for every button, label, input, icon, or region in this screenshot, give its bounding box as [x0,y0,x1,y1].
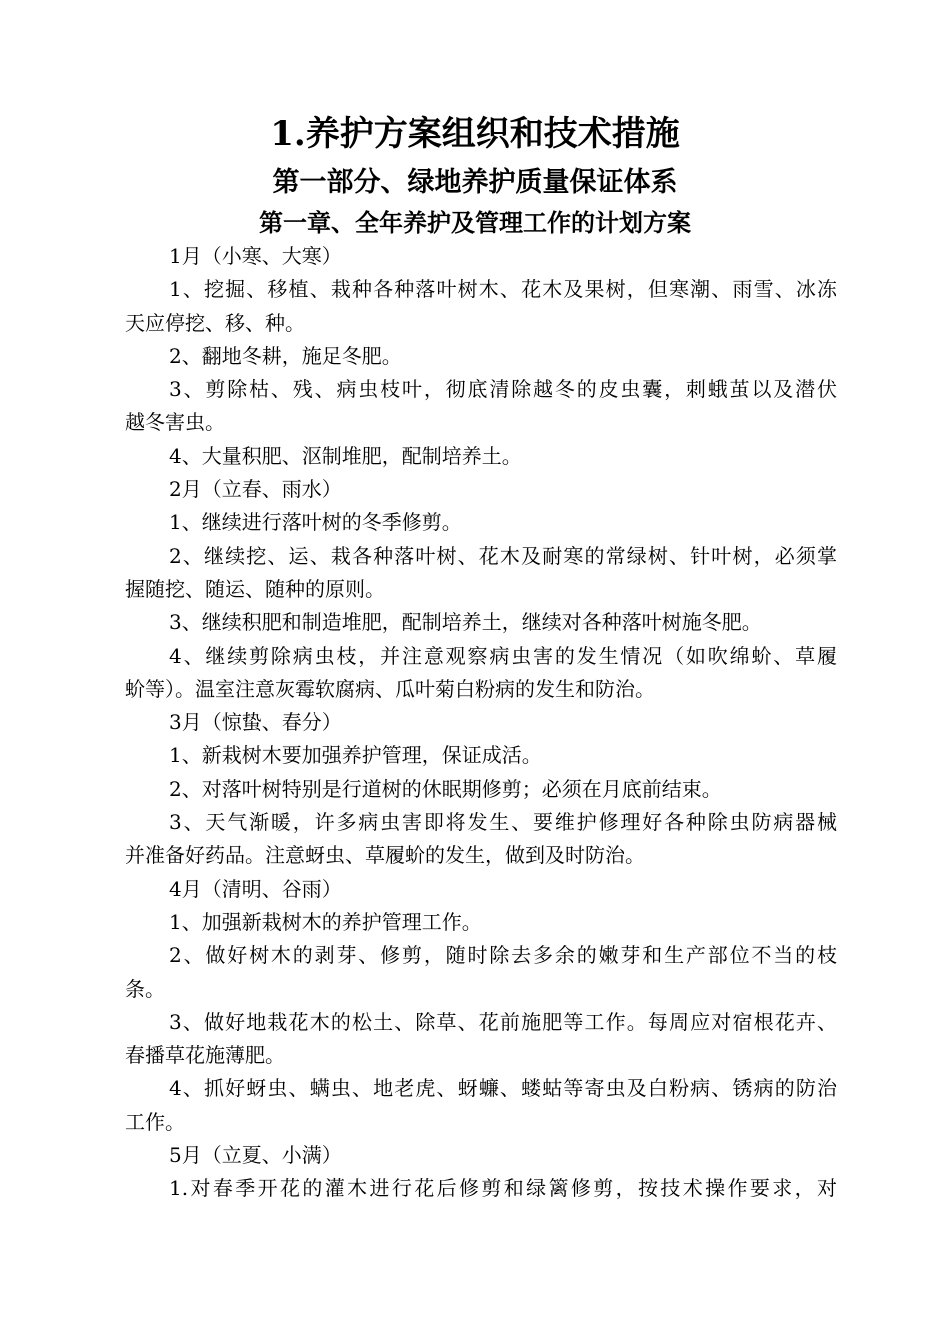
month-heading: 3月（惊蛰、春分） [169,710,342,735]
paragraph-line: 1、继续进行落叶树的冬季修剪。 [169,510,462,535]
month-heading: 1月（小寒、大寒） [169,244,342,268]
paragraph-line: 工作。 [125,1109,185,1134]
paragraph-line: 1.对春季开花的灌木进行花后修剪和绿篱修剪，按技术操作要求，对 [169,1176,837,1201]
part-title: 第一部分、绿地养护质量保证体系 [272,167,678,198]
paragraph-line: 1、加强新栽树木的养护管理工作。 [169,909,482,934]
paragraph-line: 4、抓好蚜虫、螨虫、地老虎、蚜蠊、蝼蛄等寄虫及白粉病、锈病的防治 [169,1076,837,1101]
paragraph-line: 越冬害虫。 [125,410,225,435]
month-heading: 4月（清明、谷雨） [169,876,342,901]
paragraph-line: 3、继续积肥和制造堆肥，配制培养土，继续对各种落叶树施冬肥。 [169,610,762,635]
document-body [125,240,837,1206]
paragraph-line: 2、翻地冬耕，施足冬肥。 [169,343,402,368]
paragraph-line: 4、继续剪除病虫枝，并注意观察病虫害的发生情况（如吹绵蚧、草履 [169,643,837,668]
paragraph-line: 3、剪除枯、残、病虫枝叶，彻底清除越冬的皮虫囊，刺蛾茧以及潜伏 [169,377,837,402]
paragraph-line: 2、继续挖、运、栽各种落叶树、花木及耐寒的常绿树、针叶树，必须掌 [169,543,837,568]
month-heading: 5月（立夏、小满） [169,1143,342,1168]
paragraph-line: 1、挖掘、移植、栽种各种落叶树木、花木及果树，但寒潮、雨雪、冰冻 [169,277,837,302]
paragraph-line: 春播草花施薄肥。 [125,1043,285,1068]
paragraph-line: 蚧等）。温室注意灰霉软腐病、瓜叶菊白粉病的发生和防治。 [125,676,655,701]
paragraph-line: 4、大量积肥、沤制堆肥，配制培养土。 [169,443,522,468]
paragraph-line: 2、对落叶树特别是行道树的休眠期修剪；必须在月底前结束。 [169,776,722,801]
paragraph-line: 天应停挖、移、种。 [125,310,305,335]
paragraph-line: 并准备好药品。注意蚜虫、草履蚧的发生，做到及时防治。 [125,843,645,868]
chapter-title: 第一章、全年养护及管理工作的计划方案 [259,208,691,237]
document-title: 1.养护方案组织和技术措施 [270,114,680,154]
paragraph-line: 握随挖、随运、随种的原则。 [125,576,385,601]
paragraph-line: 条。 [125,976,165,1001]
paragraph-line: 3、做好地栽花木的松土、除草、花前施肥等工作。每周应对宿根花卉、 [169,1009,837,1034]
paragraph-line: 1、新栽树木要加强养护管理，保证成活。 [169,743,542,768]
month-heading: 2月（立春、雨水） [169,477,342,502]
paragraph-line: 2、做好树木的剥芽、修剪，随时除去多余的嫩芽和生产部位不当的枝 [169,943,837,968]
paragraph-line: 3、天气渐暖，许多病虫害即将发生、要维护修理好各种除虫防病器械 [169,810,837,835]
